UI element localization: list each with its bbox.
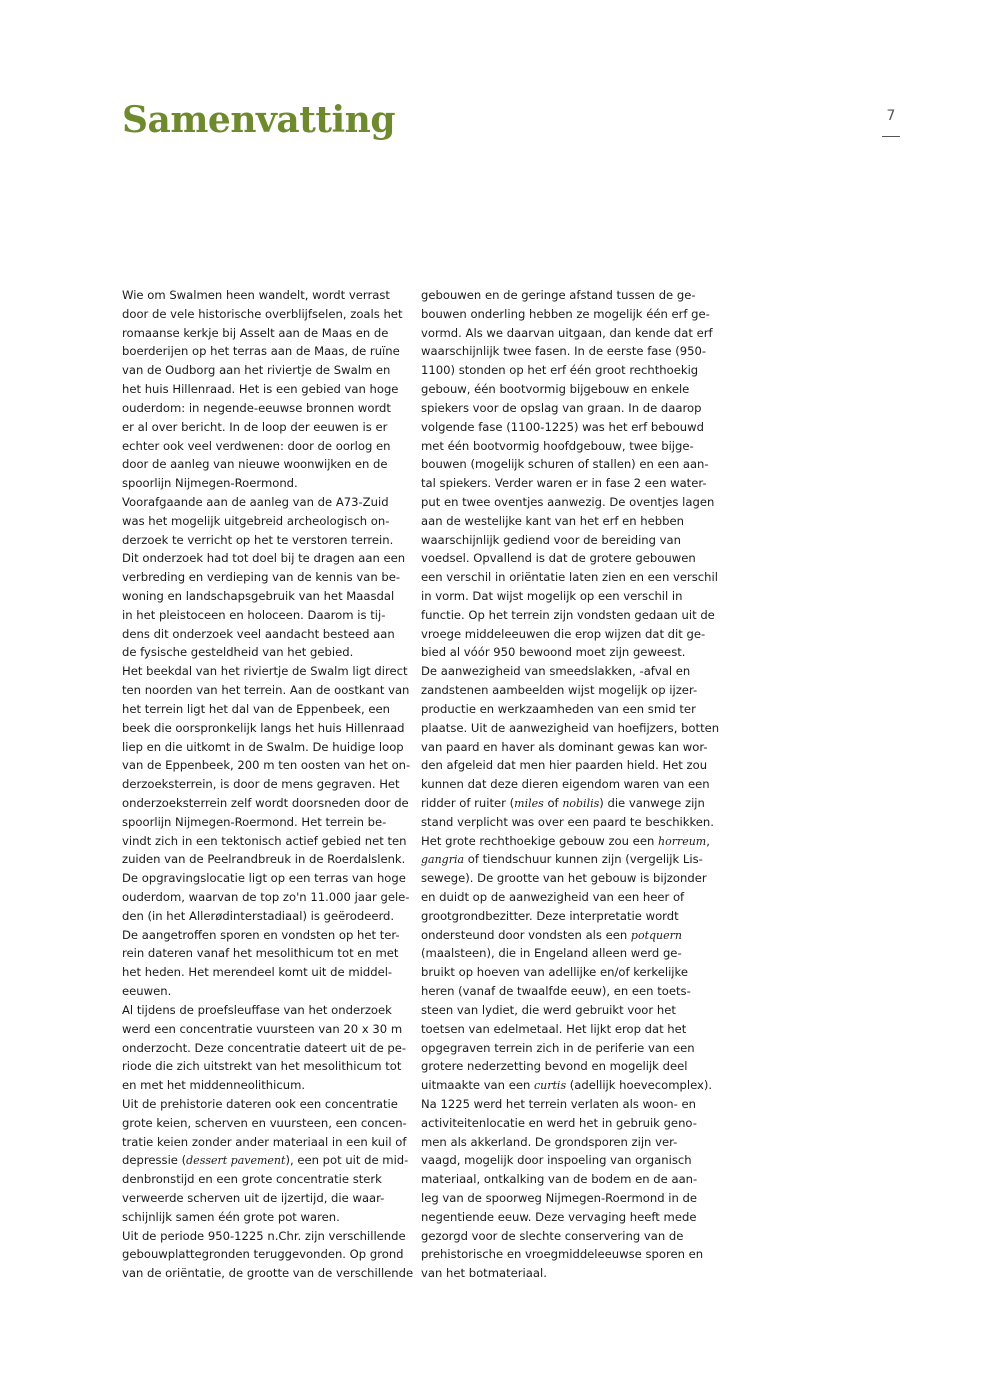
text-line — [122, 1020, 406, 1039]
text-line — [421, 625, 705, 644]
text-line — [421, 1076, 713, 1095]
text-line — [421, 1151, 705, 1170]
text-line — [122, 944, 406, 963]
text-line — [421, 1039, 705, 1058]
text-line — [122, 437, 406, 456]
text-line — [122, 493, 406, 512]
text-line — [421, 549, 705, 568]
italic-term: nobilis — [562, 796, 600, 810]
text-line — [122, 1227, 406, 1246]
text-line — [122, 1057, 406, 1076]
text-line — [122, 982, 406, 1001]
text-segment: door de vele historische overblijfselen, zoals het — [122, 306, 403, 321]
text-line — [421, 1264, 705, 1283]
text-segment: den afgeleid dat men hier paarden hield. Het zou — [421, 758, 708, 773]
text-line — [421, 324, 713, 343]
text-line — [122, 1245, 406, 1264]
text-line — [421, 587, 705, 606]
text-line — [421, 832, 710, 851]
text-line — [122, 794, 409, 813]
text-segment: vaagd, mogelijk door inspoeling van organisch — [421, 1153, 692, 1168]
text-segment: grotere nederzetting bevond en mogelijk deel — [421, 1059, 688, 1074]
text-line — [122, 587, 406, 606]
text-segment: en duidt op de aanwezigheid van een heer of — [421, 890, 685, 904]
text-segment: onderzoeksterrein zelf wordt doorsneden door de — [122, 795, 409, 810]
text-segment: waarschijnlijk twee fasen. In de eerste fase (950- — [421, 344, 707, 359]
text-segment: leg van de spoorweg Nijmegen-Roermond in de — [421, 1191, 698, 1205]
text-segment: ten noorden van het terrein. Aan de oostkant van — [122, 683, 410, 698]
text-line — [122, 738, 406, 757]
text-line — [421, 681, 705, 700]
text-line — [421, 1189, 705, 1208]
text-segment: toetsen van edelmetaal. Het lijkt erop dat het — [421, 1021, 687, 1036]
text-segment: denbronstijd en een grote concentratie sterk — [122, 1172, 382, 1187]
text-segment: Al tijdens de proefsleuffase van het onderzoek — [122, 1002, 392, 1017]
text-line — [421, 474, 705, 493]
text-segment: stand verplicht was over een paard te beschikken. — [421, 814, 714, 829]
text-line — [421, 493, 715, 512]
text-segment: functie. Op het terrein zijn vondsten gedaan uit de — [421, 607, 715, 622]
text-segment: uitmaakte van een — [421, 1078, 534, 1093]
italic-term: potquern — [630, 928, 682, 942]
text-segment: (adellijk hoevecomplex). — [566, 1078, 713, 1093]
text-segment: Wie om Swalmen heen wandelt, wordt verrast — [122, 288, 390, 302]
text-segment: was het mogelijk uitgebreid archeologisch on- — [122, 513, 390, 528]
text-segment: rein dateren vanaf het mesolithicum tot en met — [122, 946, 399, 961]
text-segment: gebouwplattegronden teruggevonden. Op grond — [122, 1247, 404, 1262]
text-line — [122, 1189, 406, 1208]
text-line — [421, 926, 705, 945]
text-segment: De aangetroffen sporen en vondsten op het ter- — [122, 927, 400, 942]
text-segment: 1100) stonden op het erf één groot rechthoekig — [421, 363, 699, 378]
text-segment: bruikt op hoeven van adellijke en/of kerkelijke — [421, 965, 688, 980]
text-segment: van de Eppenbeek, 200 m ten oosten van het on- — [122, 758, 411, 773]
text-line — [122, 662, 406, 681]
text-line — [122, 455, 406, 474]
text-line — [421, 531, 705, 550]
text-segment: er al over bericht. In de loop der eeuwen is er — [122, 419, 388, 434]
page-number-rule — [882, 136, 900, 137]
text-line — [122, 606, 406, 625]
text-line — [122, 850, 406, 869]
text-segment: waarschijnlijk gediend voor de bereiding van — [421, 532, 681, 547]
text-line — [421, 738, 708, 757]
text-line — [421, 568, 718, 587]
text-line — [122, 625, 406, 644]
text-segment: productie en werkzaamheden van een smid ter — [421, 701, 696, 716]
text-line — [421, 399, 705, 418]
text-segment: grootgrondbezitter. Deze interpretatie wordt — [421, 908, 679, 923]
text-segment: men als akkerland. De grondsporen zijn ver- — [421, 1134, 678, 1149]
text-line — [122, 286, 406, 305]
text-segment: van het botmateriaal. — [421, 1266, 547, 1281]
text-line — [421, 756, 708, 775]
text-segment: ondersteund door vondsten als een — [421, 927, 631, 942]
text-segment: derzoek te verricht op het te verstoren terrein. — [122, 532, 394, 547]
text-line — [421, 850, 705, 869]
text-segment: De opgravingslocatie ligt op een terras van hoge — [122, 871, 406, 886]
text-line — [421, 1001, 705, 1020]
text-segment: bouwen (mogelijk schuren of stallen) en een aan- — [421, 457, 709, 472]
text-segment: voedsel. Opvallend is dat de grotere gebouwen — [421, 551, 696, 566]
text-line — [421, 982, 705, 1001]
text-segment: met één bootvormig hoofdgebouw, twee bijge- — [421, 438, 694, 453]
text-line — [421, 1114, 705, 1133]
text-line — [421, 1020, 705, 1039]
text-segment: den (in het Allerødinterstadiaal) is geërodeerd. — [122, 908, 395, 923]
text-segment: Voorafgaande aan de aanleg van de A73-Zuid — [122, 494, 389, 509]
text-segment: of tiendschuur kunnen zijn (vergelijk Lis- — [464, 852, 703, 867]
text-segment: een verschil in oriëntatie laten zien en een verschil — [421, 570, 718, 585]
text-line — [122, 418, 406, 437]
text-segment: Na 1225 werd het terrein verlaten als woon- en — [421, 1096, 696, 1111]
text-line — [122, 324, 406, 343]
text-segment: ) die vanwege zijn — [599, 795, 705, 810]
text-line — [421, 1208, 705, 1227]
text-line — [122, 832, 406, 851]
text-segment: depressie ( — [122, 1153, 187, 1168]
text-line — [421, 1057, 705, 1076]
text-segment: eeuwen. — [122, 984, 172, 999]
text-segment: in vorm. Dat wijst mogelijk op een verschil in — [421, 589, 683, 603]
text-line — [122, 1114, 406, 1133]
text-segment: zuiden van de Peelrandbreuk in de Roerdalslenk. — [122, 852, 406, 867]
text-segment: , — [706, 833, 710, 848]
left-text-column — [122, 286, 414, 1283]
text-line — [421, 813, 714, 832]
text-line — [122, 1151, 409, 1170]
text-line — [122, 963, 406, 982]
text-line — [122, 700, 406, 719]
text-line — [421, 305, 710, 324]
text-segment: volgende fase (1100-1225) was het erf bebouwd — [421, 419, 704, 434]
text-line — [122, 399, 406, 418]
text-line — [122, 1076, 406, 1095]
text-segment: tal spiekers. Verder waren er in fase 2 een water- — [421, 476, 707, 491]
text-segment: gezorgd voor de slechte conservering van de — [421, 1228, 684, 1243]
text-line — [122, 775, 406, 794]
text-segment: liep en die uitkomt in de Swalm. De huidige loop — [122, 739, 404, 754]
text-line — [122, 1133, 406, 1152]
text-line — [421, 286, 705, 305]
text-line — [421, 1170, 705, 1189]
text-segment: ), een pot uit de mid- — [285, 1153, 409, 1168]
text-segment: opgegraven terrein zich in de periferie van een — [421, 1040, 695, 1055]
text-segment: Het beekdal van het riviertje de Swalm ligt direct — [122, 664, 408, 679]
text-segment: of — [543, 795, 563, 810]
text-line — [421, 794, 705, 813]
text-segment: negentiende eeuw. Deze vervaging heeft mede — [421, 1209, 697, 1224]
text-segment: in het pleistoceen en holoceen. Daarom is tij- — [122, 607, 386, 622]
text-segment: vroege middeleeuwen die erop wijzen dat dit ge- — [421, 626, 706, 641]
text-line — [421, 888, 705, 907]
text-segment: het heden. Het merendeel komt uit de middel- — [122, 965, 393, 980]
text-line — [421, 869, 705, 888]
text-line — [421, 1133, 705, 1152]
text-segment: van de Oudborg aan het riviertje de Swalm en — [122, 363, 391, 378]
text-segment: vindt zich in een tektonisch actief gebied net ten — [122, 833, 407, 848]
text-line — [421, 455, 709, 474]
text-segment: gebouwen en de geringe afstand tussen de ge- — [421, 288, 696, 302]
text-segment: bouwen onderling hebben ze mogelijk één erf ge- — [421, 306, 710, 321]
italic-term: curtis — [534, 1079, 567, 1093]
italic-term: gangria — [421, 853, 465, 867]
text-segment: sewege). De grootte van het gebouw is bijzonder — [421, 871, 707, 886]
text-line — [421, 437, 705, 456]
text-segment: Uit de periode 950-1225 n.Chr. zijn verschillende — [122, 1228, 406, 1243]
text-line — [122, 1095, 406, 1114]
text-segment: de fysische gesteldheid van het gebied. — [122, 645, 354, 660]
italic-term: horreum — [657, 834, 707, 848]
text-segment: dens dit onderzoek veel aandacht besteed aan — [122, 626, 395, 641]
text-segment: van paard en haver als dominant gewas kan wor- — [421, 739, 708, 754]
text-segment: zandstenen aambeelden wijst mogelijk op ijzer- — [421, 683, 698, 698]
text-line — [122, 1264, 414, 1283]
text-line — [122, 813, 406, 832]
text-line — [421, 1227, 705, 1246]
text-line — [421, 418, 705, 437]
text-line — [122, 361, 406, 380]
text-segment: ouderdom: in negende-eeuwse bronnen wordt — [122, 400, 391, 415]
text-segment: spiekers voor de opslag van graan. In de daarop — [421, 400, 702, 415]
text-segment: grote keien, scherven en vuursteen, een concen- — [122, 1115, 407, 1130]
text-line — [122, 474, 406, 493]
text-line — [122, 1039, 406, 1058]
text-line — [122, 869, 406, 888]
text-line — [421, 342, 705, 361]
text-segment: vormd. Als we daarvan uitgaan, dan kende dat erf — [421, 325, 713, 340]
text-line — [421, 907, 705, 926]
text-segment: materiaal, ontkalking van de bodem en de aan- — [421, 1172, 698, 1187]
text-segment: woning en landschapsgebruik van het Maasdal — [122, 589, 395, 603]
text-line — [122, 549, 406, 568]
text-segment: verbreding en verdieping van de kennis van be- — [122, 570, 401, 585]
text-line — [122, 305, 406, 324]
text-segment: aan de westelijke kant van het erf en hebben — [421, 513, 684, 528]
text-line — [122, 342, 406, 361]
text-line — [122, 719, 406, 738]
text-segment: romaanse kerkje bij Asselt aan de Maas en de — [122, 325, 389, 340]
text-line — [421, 775, 710, 794]
text-line — [122, 380, 406, 399]
page-number: 7 — [886, 108, 896, 124]
text-segment: put en twee oventjes aanwezig. De oventjes lagen — [421, 494, 715, 509]
text-segment: schijnlijk samen één grote pot waren. — [122, 1209, 340, 1224]
text-segment: spoorlijn Nijmegen-Roermond. Het terrein be- — [122, 814, 387, 829]
text-segment: ridder of ruiter ( — [421, 795, 515, 810]
text-line — [122, 643, 406, 662]
text-line — [421, 944, 705, 963]
text-line — [421, 662, 705, 681]
text-segment: bied al vóór 950 bewoond moet zijn geweest. — [421, 645, 686, 660]
text-line — [421, 700, 705, 719]
text-line — [122, 531, 406, 550]
text-segment: steen van lydiet, die werd gebruikt voor het — [421, 1002, 676, 1017]
text-segment: riode die zich uitstrekt van het mesolithicum tot — [122, 1059, 402, 1074]
text-segment: gebouw, één bootvormig bijgebouw en enkele — [421, 382, 690, 397]
text-line — [122, 568, 406, 587]
text-segment: van de oriëntatie, de grootte van de verschillende — [122, 1266, 414, 1281]
text-segment: ouderdom, waarvan de top zo'n 11.000 jaar gele- — [122, 890, 410, 904]
text-line — [421, 719, 720, 738]
text-line — [122, 926, 406, 945]
italic-term: miles — [514, 796, 544, 810]
text-line — [122, 888, 410, 907]
text-segment: heren (vanaf de twaalfde eeuw), en een toets- — [421, 984, 691, 999]
text-segment: tratie keien zonder ander materiaal in een kuil of — [122, 1134, 407, 1149]
text-line — [122, 512, 406, 531]
text-segment: derzoeksterrein, is door de mens gegraven. Het — [122, 777, 400, 792]
text-line — [122, 1208, 406, 1227]
italic-term: dessert pavement — [186, 1154, 286, 1168]
text-segment: kunnen dat deze dieren eigendom waren van een — [421, 777, 710, 792]
text-segment: prehistorische en vroegmiddeleeuwse sporen en — [421, 1247, 704, 1262]
text-segment: en met het middenneolithicum. — [122, 1078, 306, 1093]
text-segment: boerderijen op het terras aan de Maas, de ruïne — [122, 344, 400, 359]
text-segment: plaatse. Uit de aanwezigheid van hoefijzers, botten — [421, 720, 720, 735]
text-line — [421, 643, 705, 662]
text-segment: Uit de prehistorie dateren ook een concentratie — [122, 1096, 398, 1111]
text-line — [421, 512, 705, 531]
text-segment: Het grote rechthoekige gebouw zou een — [421, 833, 658, 848]
text-segment: (maalsteen), die in Engeland alleen werd ge- — [421, 946, 682, 961]
text-segment: Dit onderzoek had tot doel bij te dragen aan een — [122, 551, 406, 566]
text-segment: het huis Hillenraad. Het is een gebied van hoge — [122, 382, 399, 397]
text-line — [122, 1170, 406, 1189]
text-line — [421, 606, 715, 625]
text-line — [122, 907, 406, 926]
text-line — [421, 1245, 705, 1264]
text-line — [122, 756, 411, 775]
text-segment: door de aanleg van nieuwe woonwijken en de — [122, 457, 388, 472]
text-segment: echter ook veel verdwenen: door de oorlog en — [122, 438, 391, 453]
text-segment: werd een concentratie vuursteen van 20 x 30 m — [122, 1021, 403, 1036]
text-line — [421, 963, 705, 982]
text-line — [421, 380, 705, 399]
text-line — [122, 681, 410, 700]
text-segment: De aanwezigheid van smeedslakken, -afval en — [421, 664, 691, 679]
text-line — [421, 361, 705, 380]
text-line — [122, 1001, 406, 1020]
text-segment: activiteitenlocatie en werd het in gebruik geno- — [421, 1115, 697, 1130]
right-text-column — [421, 286, 720, 1283]
text-segment: verweerde scherven uit de ijzertijd, die waar- — [122, 1191, 385, 1205]
text-segment: spoorlijn Nijmegen-Roermond. — [122, 476, 298, 491]
text-segment: onderzocht. Deze concentratie dateert uit de pe- — [122, 1040, 407, 1055]
text-segment: beek die oorspronkelijk langs het huis Hillenraad — [122, 720, 405, 735]
page-title: Samenvatting — [122, 99, 396, 141]
text-line — [421, 1095, 705, 1114]
text-segment: het terrein ligt het dal van de Eppenbeek, een — [122, 701, 390, 716]
